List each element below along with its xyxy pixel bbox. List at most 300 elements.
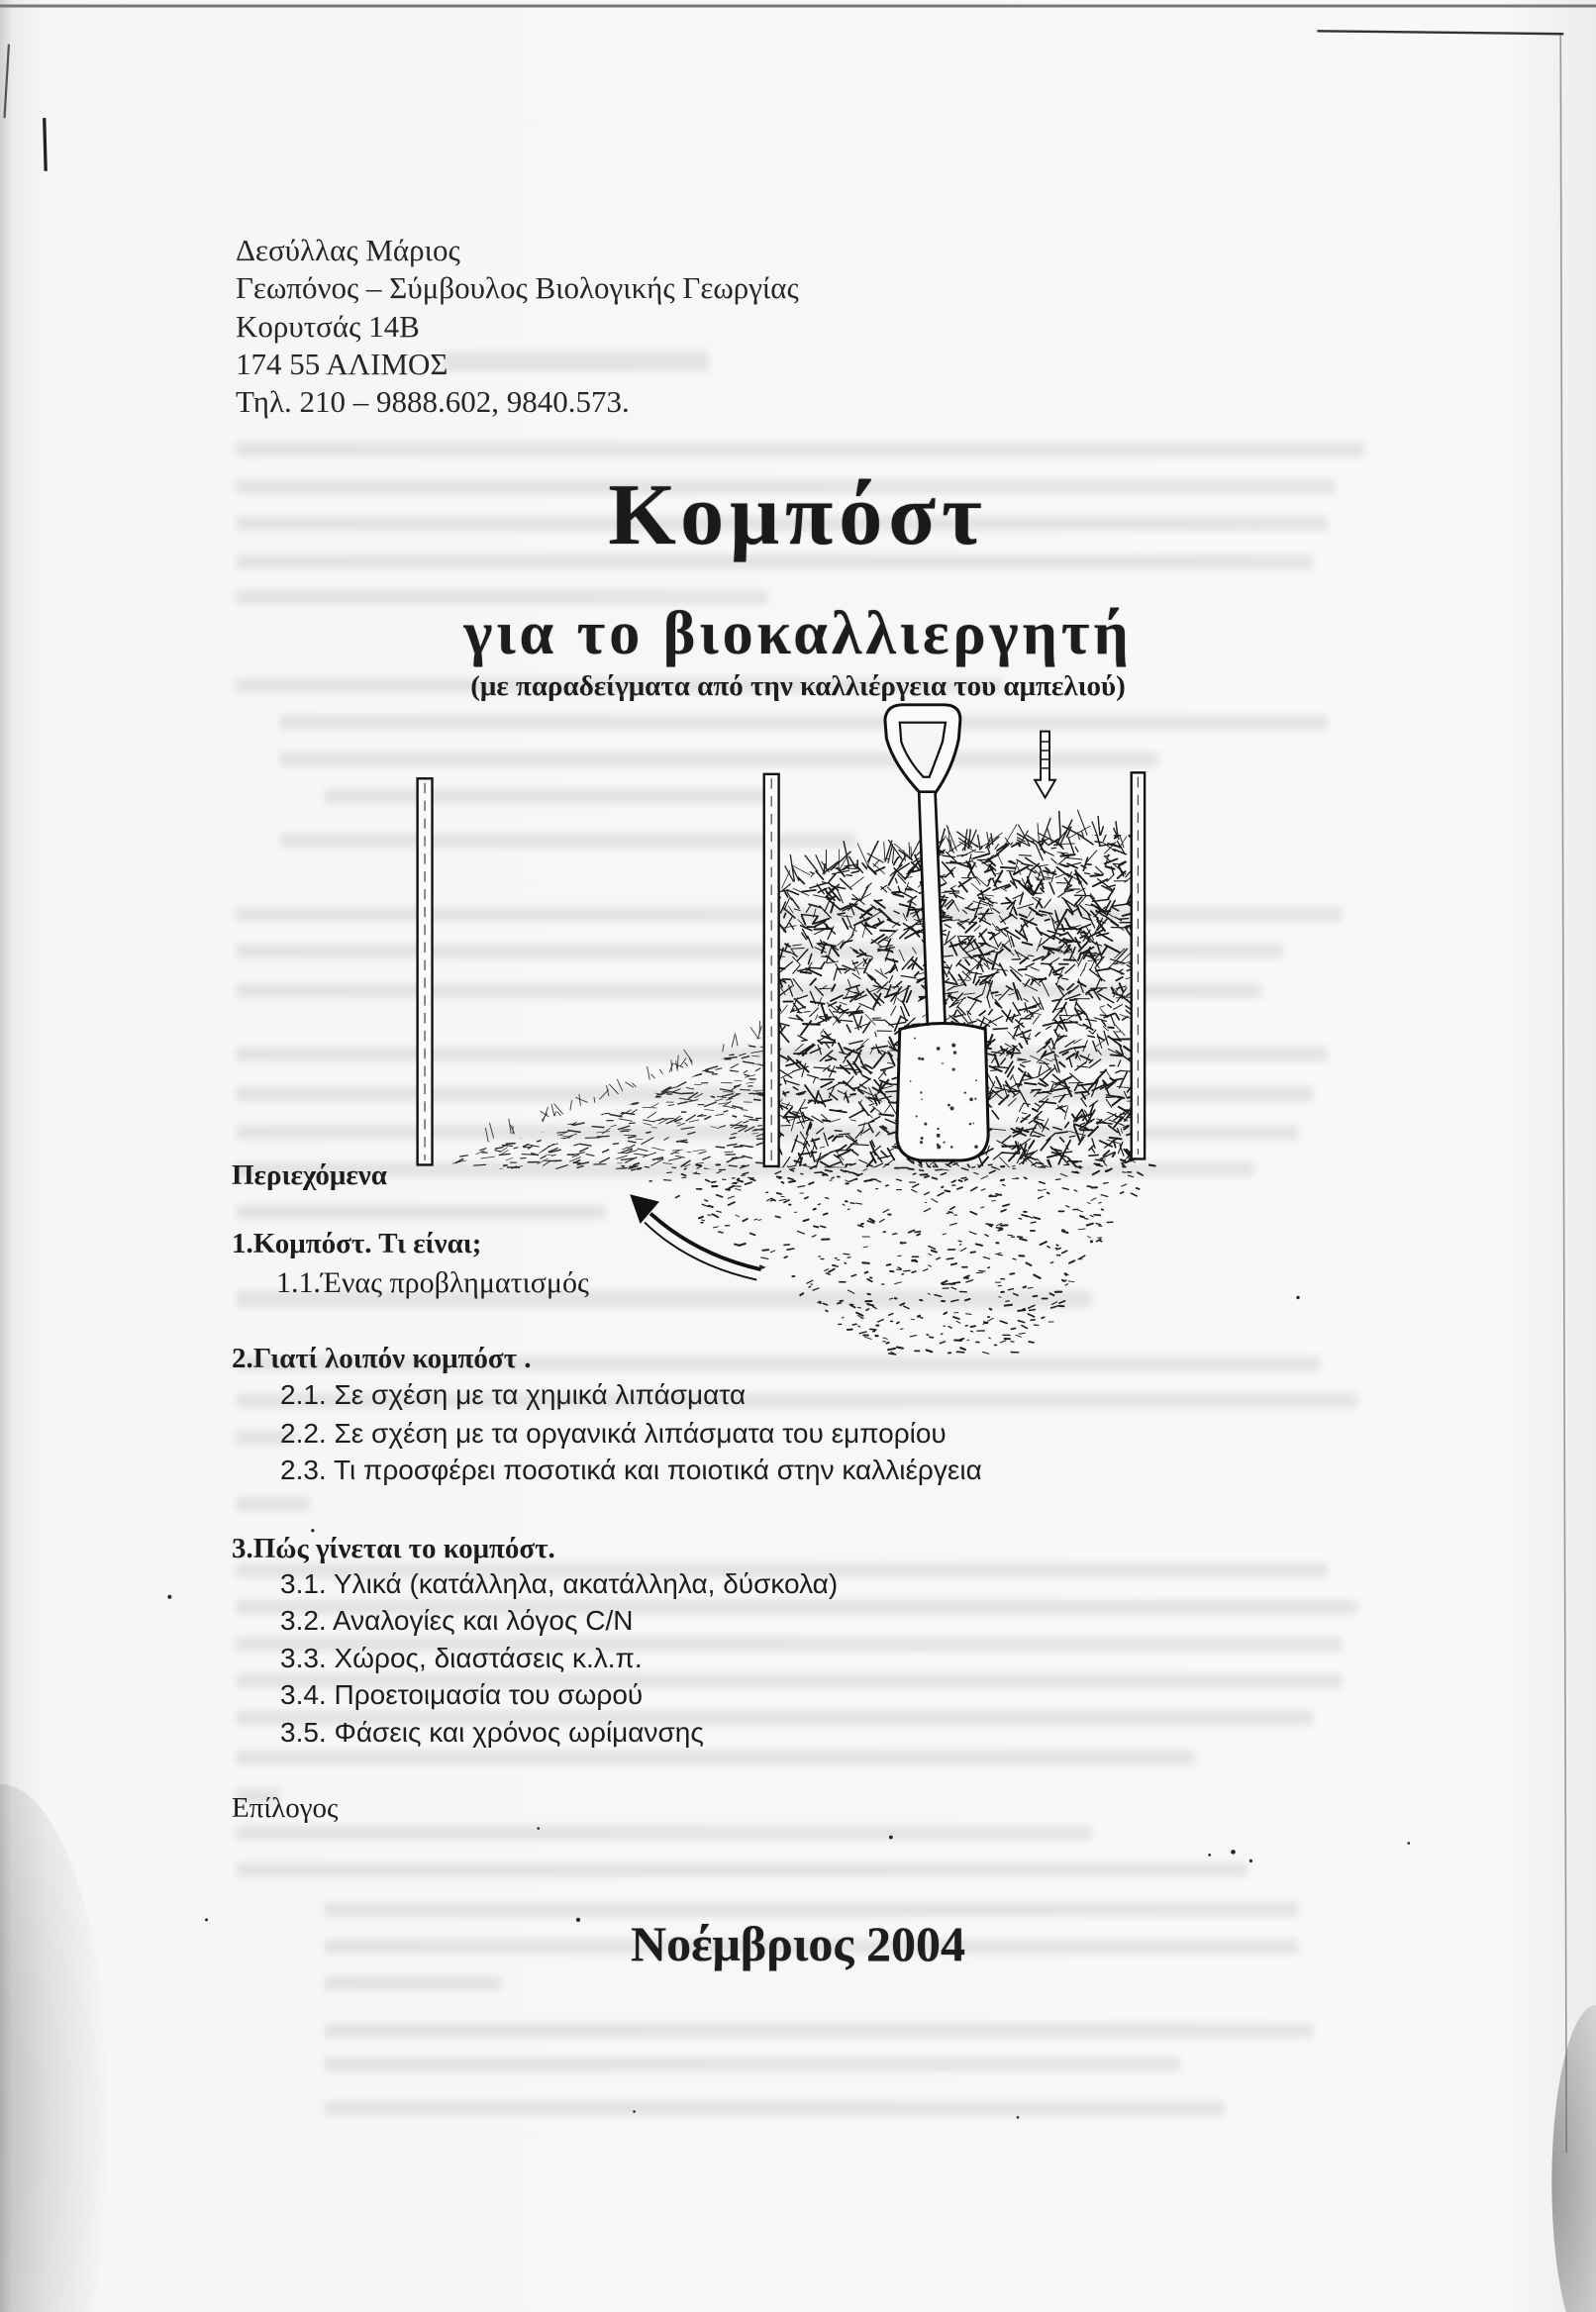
straw-stroke — [878, 1070, 885, 1078]
soil-speck — [942, 1281, 948, 1284]
straw-stroke — [463, 1076, 472, 1078]
straw-stroke — [715, 1114, 724, 1115]
straw-stroke — [475, 1073, 489, 1079]
straw-stroke — [891, 1006, 896, 1015]
soil-speck — [960, 1348, 965, 1350]
soil-speck — [972, 1167, 975, 1168]
straw-stroke — [874, 900, 884, 908]
straw-stroke — [628, 1145, 635, 1149]
straw-wisp — [651, 1074, 655, 1078]
blade-mark — [951, 1044, 955, 1048]
soil-speck — [1099, 1241, 1102, 1242]
toc-item: 2.1. Σε σχέση με τα χημικά λιπάσματα — [280, 1379, 747, 1410]
straw-stroke — [554, 1027, 563, 1028]
straw-stroke — [859, 1003, 874, 1010]
straw-stroke — [580, 1061, 587, 1065]
soil-speck — [792, 1168, 795, 1169]
straw-stroke — [461, 1077, 472, 1080]
straw-stroke — [1060, 1036, 1067, 1037]
straw-stroke — [543, 1034, 552, 1037]
straw-stroke — [441, 1149, 447, 1150]
straw-stroke — [908, 929, 913, 930]
soil-speck — [1069, 1260, 1074, 1263]
straw-stroke — [1118, 818, 1123, 835]
straw-stroke — [476, 1041, 488, 1042]
blade-mark — [937, 1134, 941, 1138]
soil-speck — [849, 1179, 855, 1181]
straw-stroke — [730, 1032, 739, 1035]
soil-speck — [883, 1210, 889, 1213]
straw-stroke — [811, 1002, 825, 1004]
straw-stroke — [698, 1062, 708, 1064]
straw-stroke — [551, 1080, 565, 1086]
straw-stroke — [981, 826, 994, 829]
soil-speck — [1002, 1184, 1005, 1185]
straw-stroke — [909, 909, 923, 910]
soil-speck — [971, 1187, 977, 1190]
straw-wisp — [732, 1033, 735, 1047]
straw-stroke — [700, 1035, 714, 1037]
straw-stroke — [991, 1070, 997, 1071]
straw-stroke — [800, 1108, 807, 1109]
soil-speck — [1003, 1204, 1009, 1206]
straw-stroke — [579, 1144, 592, 1146]
straw-stroke — [994, 969, 1008, 971]
toc-item: 3.5. Φάσεις και χρόνος ωρίμανσης — [280, 1717, 704, 1748]
straw-stroke — [583, 1106, 591, 1109]
straw-wisp — [805, 855, 818, 872]
straw-stroke — [782, 853, 796, 861]
straw-stroke — [816, 1015, 818, 1020]
straw-stroke — [490, 1108, 495, 1109]
soil-speck — [880, 1219, 884, 1222]
straw-stroke — [1095, 866, 1103, 873]
soil-speck — [737, 1178, 739, 1179]
author-phone: Τηλ. 210 – 9888.602, 9840.573. — [236, 384, 630, 419]
straw-stroke — [806, 854, 822, 858]
straw-stroke — [820, 1147, 825, 1148]
straw-wisp — [1100, 826, 1103, 836]
soil-speck — [942, 1334, 943, 1335]
straw-stroke — [1019, 969, 1027, 970]
soil-speck — [818, 1204, 820, 1205]
straw-wisp — [894, 844, 908, 855]
straw-stroke — [941, 917, 952, 918]
straw-wisp — [659, 1069, 662, 1074]
straw-stroke — [1106, 866, 1115, 869]
straw-stroke — [595, 1024, 603, 1026]
soil-speck — [1043, 1189, 1046, 1190]
soil-speck — [911, 1319, 914, 1320]
soil-speck — [965, 1179, 967, 1180]
straw-stroke — [1089, 1031, 1093, 1034]
straw-stroke — [677, 1102, 687, 1104]
soil-speck — [971, 1326, 975, 1327]
soil-speck — [1104, 1182, 1108, 1183]
scan-speck — [1408, 1842, 1411, 1845]
soil-speck — [932, 1199, 938, 1202]
straw-stroke — [1119, 919, 1129, 920]
straw-stroke — [907, 837, 915, 840]
soil-speck — [998, 1255, 1002, 1256]
soil-speck — [823, 1174, 826, 1175]
straw-stroke — [743, 1121, 748, 1123]
straw-stroke — [676, 1042, 687, 1044]
straw-stroke — [1062, 1141, 1070, 1156]
soil-speck — [809, 1286, 811, 1287]
soil-speck — [719, 1232, 723, 1233]
soil-speck — [947, 1258, 953, 1259]
straw-stroke — [510, 1031, 515, 1032]
soil-speck — [1034, 1217, 1040, 1219]
soil-speck — [696, 1164, 701, 1165]
straw-stroke — [704, 1026, 709, 1029]
soil-speck — [932, 1177, 937, 1178]
straw-stroke — [1007, 870, 1014, 871]
straw-stroke — [1068, 838, 1074, 854]
soil-speck — [1026, 1262, 1031, 1265]
soil-speck — [946, 1190, 949, 1191]
straw-wisp — [839, 849, 840, 870]
soil-speck — [983, 1257, 989, 1259]
straw-stroke — [1120, 1145, 1124, 1156]
blade-mark — [921, 1137, 924, 1140]
soil-speck — [1005, 1305, 1012, 1306]
straw-stroke — [734, 1147, 744, 1148]
straw-stroke — [818, 854, 829, 867]
scan-speck — [167, 1595, 171, 1599]
straw-stroke — [462, 1077, 470, 1081]
straw-stroke — [726, 1037, 735, 1039]
straw-stroke — [808, 826, 822, 832]
straw-stroke — [442, 1105, 451, 1110]
straw-stroke — [522, 1155, 536, 1156]
straw-stroke — [462, 1063, 470, 1064]
bleed-through-line — [280, 715, 1328, 730]
straw-stroke — [861, 1039, 869, 1046]
blade-mark — [937, 1047, 941, 1051]
straw-stroke — [1090, 988, 1106, 989]
straw-stroke — [704, 1102, 717, 1107]
straw-stroke — [1001, 867, 1016, 868]
soil-speck — [867, 1279, 872, 1282]
soil-speck — [937, 1257, 941, 1259]
straw-stroke — [878, 1156, 890, 1158]
straw-stroke — [554, 1085, 563, 1086]
straw-wisp — [884, 842, 885, 861]
soil-speck — [789, 1181, 795, 1182]
soil-speck — [849, 1305, 852, 1306]
straw-stroke — [809, 967, 822, 968]
straw-stroke — [473, 1064, 485, 1067]
toc-section-heading: 1.Κομπόστ. Τι είναι; — [232, 1228, 482, 1259]
straw-stroke — [1013, 1003, 1020, 1015]
soil-speck — [883, 1338, 887, 1339]
soil-speck — [940, 1342, 945, 1344]
scan-speck — [889, 1836, 893, 1840]
straw-stroke — [909, 834, 921, 837]
straw-stroke — [830, 1110, 847, 1113]
soil-speck — [943, 1283, 949, 1284]
straw-stroke — [479, 1069, 485, 1073]
straw-stroke — [1039, 1066, 1041, 1075]
straw-stroke — [1053, 1001, 1060, 1013]
straw-stroke — [454, 1044, 463, 1045]
straw-stroke — [481, 1156, 495, 1158]
soil-speck — [762, 1250, 768, 1251]
straw-stroke — [949, 893, 959, 894]
soil-speck — [858, 1190, 861, 1191]
straw-stroke — [1021, 925, 1027, 941]
straw-stroke — [449, 1110, 460, 1112]
straw-stroke — [855, 1064, 861, 1072]
soil-speck — [1101, 1195, 1108, 1197]
straw-stroke — [1019, 1068, 1023, 1071]
straw-stroke — [850, 1144, 868, 1145]
straw-stroke — [830, 850, 843, 854]
author-name: Δεσύλλας Μάριος — [236, 233, 460, 267]
straw-stroke — [506, 1062, 517, 1067]
soil-speck — [824, 1213, 828, 1214]
soil-speck — [870, 1329, 876, 1330]
straw-stroke — [575, 1062, 589, 1065]
soil-speck — [712, 1181, 716, 1182]
blade-mark — [969, 1123, 972, 1126]
straw-stroke — [1115, 1025, 1125, 1036]
straw-stroke — [644, 1123, 651, 1125]
soil-speck — [784, 1245, 789, 1246]
soil-speck — [1066, 1206, 1069, 1207]
straw-stroke — [853, 1015, 858, 1029]
soil-speck — [897, 1322, 899, 1323]
soil-speck — [970, 1212, 976, 1215]
straw-stroke — [875, 1032, 876, 1036]
straw-stroke — [903, 924, 909, 928]
soil-speck — [927, 1335, 929, 1336]
soil-speck — [812, 1235, 816, 1237]
straw-stroke — [726, 1046, 737, 1047]
straw-stroke — [749, 1120, 759, 1121]
straw-stroke — [1120, 1072, 1128, 1088]
straw-stroke — [484, 1031, 497, 1032]
straw-stroke — [812, 1116, 823, 1123]
straw-stroke — [615, 1027, 623, 1029]
soil-speck — [848, 1257, 850, 1258]
soil-speck — [956, 1321, 960, 1323]
straw-stroke — [744, 1116, 753, 1118]
straw-stroke — [526, 1074, 536, 1076]
soil-speck — [990, 1309, 992, 1310]
straw-stroke — [706, 1071, 714, 1072]
straw-stroke — [544, 1042, 550, 1046]
post-middle — [764, 774, 779, 1166]
blade-mark — [952, 1068, 955, 1071]
soil-speck — [1047, 1247, 1050, 1248]
straw-stroke — [865, 827, 868, 831]
soil-speck — [971, 1252, 975, 1253]
soil-speck — [728, 1196, 734, 1198]
straw-stroke — [496, 1106, 506, 1109]
soil-speck — [1078, 1229, 1085, 1230]
straw-stroke — [514, 1148, 518, 1149]
soil-speck — [943, 1234, 946, 1235]
straw-stroke — [523, 1116, 530, 1120]
straw-stroke — [559, 1068, 569, 1069]
straw-stroke — [507, 1116, 517, 1117]
blade-mark — [924, 1123, 927, 1126]
straw-stroke — [491, 1120, 498, 1125]
straw-stroke — [810, 883, 827, 888]
top-right-edge-line — [1317, 31, 1563, 34]
soil-speck — [855, 1203, 861, 1204]
soil-speck — [1018, 1310, 1025, 1311]
page-title: Κομπόστ — [608, 467, 988, 563]
straw-stroke — [1051, 858, 1056, 863]
soil-speck — [957, 1187, 962, 1189]
straw-stroke — [702, 1156, 710, 1159]
straw-stroke — [1100, 1006, 1105, 1008]
straw-stroke — [860, 819, 866, 827]
straw-stroke — [1025, 922, 1028, 927]
scan-speck — [1208, 1854, 1211, 1857]
bottom-left-smudge — [0, 1784, 111, 2312]
soil-speck — [782, 1182, 784, 1183]
straw-stroke — [455, 1043, 467, 1045]
straw-stroke — [829, 873, 836, 881]
straw-stroke — [1065, 890, 1073, 891]
straw-stroke — [717, 1036, 725, 1037]
straw-stroke — [859, 1016, 861, 1024]
soil-speck — [918, 1316, 920, 1317]
straw-stroke — [734, 1085, 740, 1086]
straw-stroke — [459, 1032, 470, 1034]
straw-stroke — [833, 848, 836, 852]
straw-stroke — [942, 892, 950, 893]
straw-stroke — [505, 1039, 511, 1040]
straw-stroke — [507, 1040, 515, 1041]
straw-stroke — [449, 1114, 455, 1115]
page-subtitle: για το βιοκαλλιεργητή — [463, 600, 1133, 667]
soil-speck — [1008, 1289, 1013, 1290]
straw-stroke — [1024, 999, 1028, 1002]
straw-stroke — [495, 1151, 502, 1153]
straw-stroke — [830, 1119, 840, 1122]
straw-stroke — [946, 932, 948, 943]
soil-speck — [947, 1212, 951, 1213]
soil-speck — [887, 1343, 889, 1344]
straw-stroke — [915, 972, 919, 976]
soil-speck — [1024, 1286, 1026, 1287]
straw-stroke — [977, 819, 991, 827]
straw-stroke — [806, 1147, 810, 1157]
straw-stroke — [1036, 1033, 1040, 1037]
straw-stroke — [1042, 884, 1043, 888]
straw-stroke — [1080, 969, 1083, 976]
straw-stroke — [798, 1036, 806, 1040]
straw-stroke — [863, 1076, 870, 1079]
soil-speck — [1001, 1179, 1004, 1180]
straw-stroke — [509, 1029, 517, 1032]
straw-stroke — [1115, 1078, 1123, 1079]
straw-stroke — [622, 1148, 628, 1151]
blade-mark — [950, 1106, 954, 1110]
straw-stroke — [780, 961, 792, 971]
straw-stroke — [847, 1025, 850, 1032]
straw-stroke — [441, 1115, 453, 1119]
soil-speck — [912, 1271, 916, 1272]
straw-stroke — [641, 1077, 648, 1082]
soil-speck — [989, 1338, 990, 1339]
blade-mark — [916, 1115, 918, 1117]
straw-stroke — [598, 1105, 611, 1110]
soil-speck — [813, 1288, 819, 1290]
straw-stroke — [1037, 928, 1042, 935]
soil-speck — [1080, 1216, 1084, 1217]
straw-wisp — [824, 863, 825, 874]
soil-speck — [770, 1251, 774, 1253]
straw-stroke — [1100, 1015, 1108, 1016]
soil-speck — [1078, 1210, 1083, 1212]
straw-stroke — [974, 926, 980, 932]
bleed-through-line — [236, 1205, 604, 1220]
bleed-through-line — [236, 944, 1283, 958]
soil-speck — [877, 1320, 883, 1322]
straw-stroke — [520, 1157, 526, 1158]
straw-stroke — [780, 1005, 787, 1014]
soil-speck — [1000, 1341, 1006, 1343]
straw-stroke — [835, 1131, 842, 1132]
straw-stroke — [508, 1063, 514, 1064]
soil-speck — [1087, 1224, 1093, 1226]
soil-speck — [838, 1303, 842, 1304]
straw-stroke — [971, 821, 976, 828]
soil-speck — [760, 1266, 763, 1267]
straw-stroke — [880, 829, 886, 832]
straw-stroke — [511, 1037, 520, 1038]
straw-stroke — [651, 1103, 658, 1107]
straw-stroke — [858, 1121, 874, 1125]
straw-stroke — [1095, 842, 1102, 843]
soil-speck — [1062, 1188, 1068, 1189]
straw-stroke — [491, 1118, 498, 1119]
straw-stroke — [546, 1155, 554, 1156]
straw-stroke — [475, 1120, 487, 1122]
soil-speck — [896, 1179, 901, 1180]
soil-speck — [858, 1225, 863, 1226]
toc-heading: Περιεχόμενα — [232, 1159, 387, 1191]
soil-speck — [979, 1270, 985, 1271]
post-left — [418, 778, 433, 1164]
straw-stroke — [992, 831, 1005, 834]
straw-stroke — [869, 1104, 874, 1106]
soil-speck — [897, 1347, 903, 1348]
straw-stroke — [577, 1107, 584, 1108]
straw-stroke — [895, 834, 905, 838]
straw-stroke — [1111, 1015, 1115, 1026]
straw-stroke — [1057, 853, 1068, 854]
soil-speck — [898, 1267, 901, 1268]
soil-speck — [1029, 1342, 1034, 1343]
soil-speck — [910, 1336, 916, 1337]
straw-stroke — [1031, 829, 1037, 839]
soil-speck — [1023, 1309, 1025, 1310]
straw-stroke — [517, 1039, 530, 1041]
bleed-through-line — [236, 983, 1260, 998]
soil-speck — [856, 1313, 863, 1316]
straw-stroke — [879, 1114, 893, 1115]
straw-stroke — [988, 1010, 992, 1015]
soil-speck — [713, 1214, 719, 1217]
